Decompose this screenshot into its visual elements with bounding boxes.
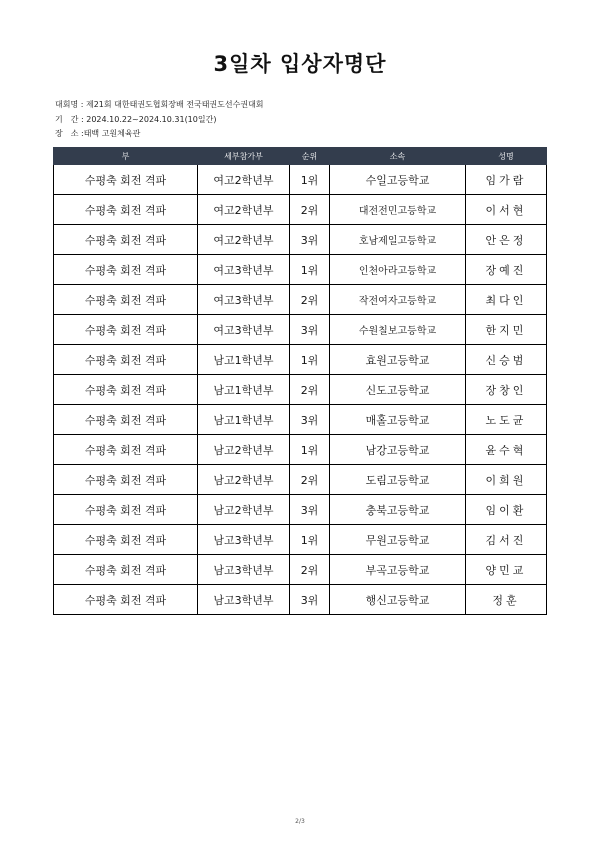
division-cell: 수평축 회전 격파 [54,465,198,495]
name-cell: 윤수혁 [466,435,547,465]
rank-cell: 3위 [290,585,330,615]
table-row [54,315,547,345]
rank-cell: 2위 [290,375,330,405]
category-cell: 여고2학년부 [198,165,290,195]
header-name: 성명 [466,148,547,165]
category-cell: 남고2학년부 [198,435,290,465]
rank-cell: 3위 [290,225,330,255]
division-cell: 수평축 회전 격파 [54,255,198,285]
name-cell: 임가람 [466,165,547,195]
affiliation-cell: 매홀고등학교 [330,405,466,435]
table-row [54,225,547,255]
rank-cell: 1위 [290,165,330,195]
category-cell: 여고3학년부 [198,255,290,285]
affiliation-cell: 남강고등학교 [330,435,466,465]
table-row [54,165,547,195]
category-cell: 여고3학년부 [198,285,290,315]
info-competition-value: : 제21회 대한태권도협회장배 전국태권도선수권대회 [78,100,264,109]
rank-cell: 2위 [290,195,330,225]
table-row [54,345,547,375]
affiliation-cell: 작전여자고등학교 [330,285,466,315]
category-cell: 남고1학년부 [198,405,290,435]
header-category: 세부참가부 [198,148,290,165]
name-cell: 임이환 [466,495,547,525]
division-cell: 수평축 회전 격파 [54,195,198,225]
division-cell: 수평축 회전 격파 [54,435,198,465]
header-affiliation: 소속 [330,148,466,165]
division-cell: 수평축 회전 격파 [54,495,198,525]
info-period-label: 기 간 [55,115,79,124]
affiliation-cell: 신도고등학교 [330,375,466,405]
name-cell: 안은정 [466,225,547,255]
affiliation-cell: 부곡고등학교 [330,555,466,585]
affiliation-cell: 인천아라고등학교 [330,255,466,285]
category-cell: 남고1학년부 [198,345,290,375]
rank-cell: 3위 [290,315,330,345]
table-row [54,585,547,615]
division-cell: 수평축 회전 격파 [54,525,198,555]
division-cell: 수평축 회전 격파 [54,165,198,195]
name-cell: 장창인 [466,375,547,405]
category-cell: 남고2학년부 [198,465,290,495]
affiliation-cell: 호남제일고등학교 [330,225,466,255]
category-cell: 남고1학년부 [198,375,290,405]
table-row [54,495,547,525]
rank-cell: 2위 [290,465,330,495]
rank-cell: 3위 [290,495,330,525]
affiliation-cell: 수원칠보고등학교 [330,315,466,345]
table-header-row [54,148,547,165]
info-venue-label: 장 소 [55,129,79,138]
affiliation-cell: 효원고등학교 [330,345,466,375]
rank-cell: 1위 [290,345,330,375]
table-row [54,525,547,555]
table-row [54,285,547,315]
header-division: 부 [54,148,198,165]
division-cell: 수평축 회전 격파 [54,555,198,585]
division-cell: 수평축 회전 격파 [54,225,198,255]
name-cell: 이서현 [466,195,547,225]
info-competition-label: 대회명 [55,100,79,109]
affiliation-cell: 도림고등학교 [330,465,466,495]
division-cell: 수평축 회전 격파 [54,345,198,375]
affiliation-cell: 수일고등학교 [330,165,466,195]
division-cell: 수평축 회전 격파 [54,315,198,345]
affiliation-cell: 대전전민고등학교 [330,195,466,225]
name-cell: 장예진 [466,255,547,285]
division-cell: 수평축 회전 격파 [54,375,198,405]
table-body [54,165,547,615]
affiliation-cell: 무원고등학교 [330,525,466,555]
header-rank: 순위 [290,148,330,165]
table-row [54,195,547,225]
rank-cell: 1위 [290,255,330,285]
division-cell: 수평축 회전 격파 [54,285,198,315]
rank-cell: 3위 [290,405,330,435]
table-row [54,255,547,285]
name-cell: 정훈 [466,585,547,615]
name-cell: 최다인 [466,285,547,315]
info-venue-value: :태백 고원체육관 [78,129,141,138]
division-cell: 수평축 회전 격파 [54,405,198,435]
division-cell: 수평축 회전 격파 [54,585,198,615]
affiliation-cell: 충북고등학교 [330,495,466,525]
table-row [54,555,547,585]
rank-cell: 2위 [290,555,330,585]
table-row [54,465,547,495]
name-cell: 이희원 [466,465,547,495]
category-cell: 여고3학년부 [198,315,290,345]
page-title: 3일차 입상자명단 [213,52,387,76]
rank-cell: 1위 [290,435,330,465]
table-row [54,405,547,435]
rank-cell: 1위 [290,525,330,555]
name-cell: 김서진 [466,525,547,555]
info-period-value: : 2024.10.22~2024.10.31(10일간) [78,115,217,124]
category-cell: 남고3학년부 [198,585,290,615]
winners-table [53,147,547,615]
table-row [54,375,547,405]
table-row [54,435,547,465]
category-cell: 남고3학년부 [198,555,290,585]
category-cell: 여고2학년부 [198,225,290,255]
category-cell: 남고3학년부 [198,525,290,555]
affiliation-cell: 행신고등학교 [330,585,466,615]
category-cell: 남고2학년부 [198,495,290,525]
name-cell: 양민교 [466,555,547,585]
category-cell: 여고2학년부 [198,195,290,225]
name-cell: 노도균 [466,405,547,435]
rank-cell: 2위 [290,285,330,315]
info-venue [55,128,140,139]
page-number: 2/3 [295,818,305,825]
name-cell: 한지민 [466,315,547,345]
info-competition [55,99,264,110]
name-cell: 신승범 [466,345,547,375]
info-period [55,114,216,125]
